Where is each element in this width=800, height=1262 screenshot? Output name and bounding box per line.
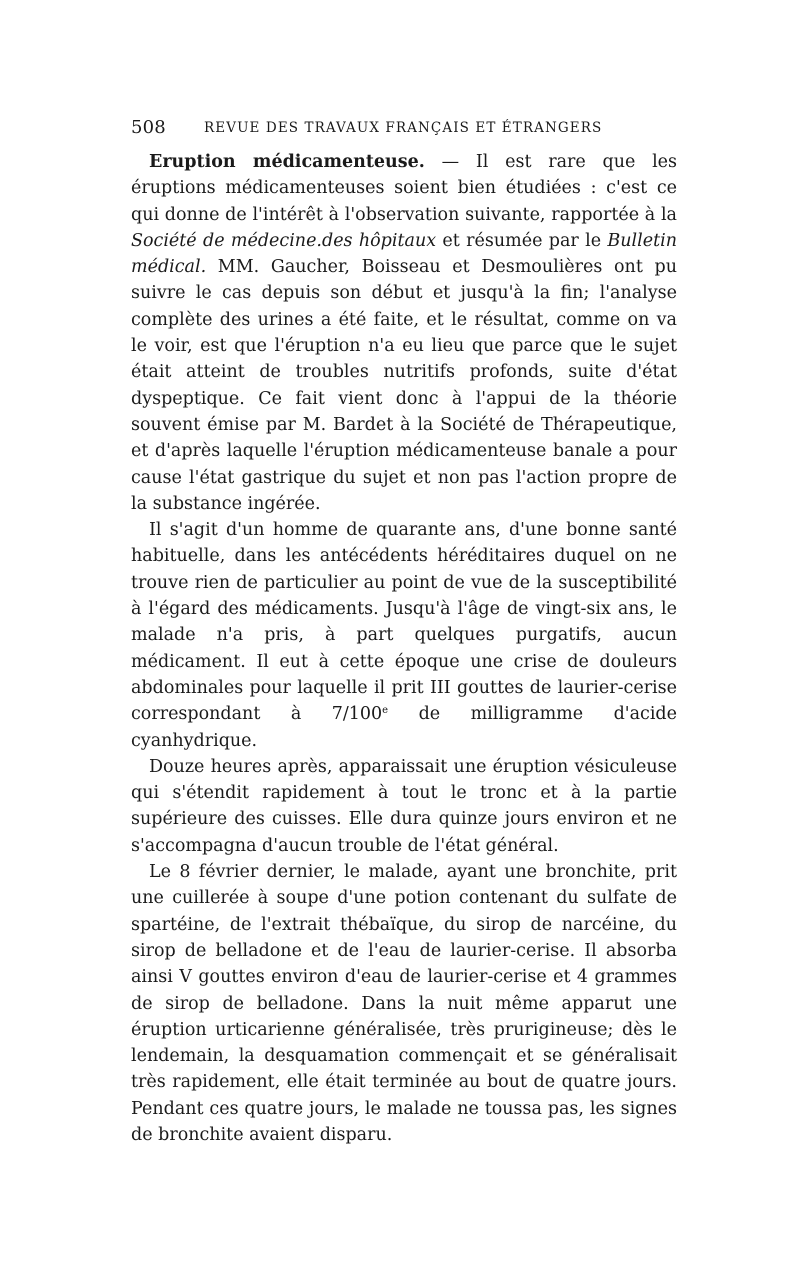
running-head — [131, 117, 681, 141]
paragraph-1-text-a: — Il est rare que les éruptions médicamenteuses soient bien étudiées : c'est ce qui donne de l'intérêt à l'observation suivante, rapportée à la — [131, 152, 677, 225]
paragraph-2 — [131, 517, 677, 754]
paragraph-3: Douze heures après, apparaissait une éruption vésiculeuse qui s'étendit rapidement à tout le tronc et à la partie supérieure des cuisses. Elle dura quinze jours environ et ne s'accompagna d'aucun trouble de l'état général. — [131, 756, 677, 856]
paragraph-2-text-b: de milligramme d'acide cyanhydrique. — [131, 704, 677, 751]
paragraph-1-text-b: et résumée par le — [436, 230, 608, 251]
paragraph-1-text-c: MM. Gaucher, Boisseau et Desmoulières ont pu suivre le cas depuis son début et jusqu'à la fin; l'analyse complète des urines a été faite, et le résultat, comme on va le voir, est que l'éruption n'a eu lieu que parce que le sujet était atteint de troubles nutritifs profonds, suite d'état dyspeptique. Ce fait vient donc à l'appui de la théorie souvent émise par M. Bardet à la Société de Thérapeutique, et d'après laquelle l'éruption médicamenteuse banale a pour cause l'état gastrique du sujet et non pas l'action propre de la substance ingérée. — [131, 257, 677, 514]
journal-name-bulletin: Bulletin médical. — [131, 230, 677, 278]
superscript: e — [382, 705, 389, 717]
paragraph-4: Le 8 février dernier, le malade, ayant une bronchite, prit une cuillerée à soupe d'une potion contenant du sulfate de spartéine, de l'extrait thébaïque, du sirop de narcéine, du sirop de belladone et de l'eau de laurier-cerise. Il absorba ainsi V gouttes environ d'eau de laurier-cerise et 4 grammes de sirop de belladone. Dans la nuit même apparut une éruption urticarienne généralisée, très prurigineuse; dès le lendemain, la desquamation commençait et se généralisait très rapidement, elle était terminée au bout de quatre jours. Pendant ces quatre jours, le malade ne toussa pas, les signes de bronchite avaient disparu. — [131, 862, 677, 1145]
journal-name-societe: Société de médecine.des hôpitaux — [131, 230, 437, 251]
article-body — [131, 149, 677, 1148]
paragraph-2-text-a: Il s'agit d'un homme de quarante ans, d'une bonne santé habituelle, dans les antécédents héréditaires duquel on ne trouve rien de particulier au point de vue de la susceptibilité à l'égard des médicaments. Jusqu'à l'âge de vingt-six ans, le malade n'a pris, à part quelques purgatifs, aucun médicament. Il eut à cette époque une crise de douleurs abdominales pour laquelle il prit III gouttes de laurier-cerise correspondant à 7/100 — [131, 520, 677, 725]
page-number: 508 — [131, 117, 166, 138]
paragraph-1 — [131, 149, 677, 517]
section-heading: Eruption médicamenteuse. — [149, 152, 425, 172]
running-title: REVUE DES TRAVAUX FRANÇAIS ET ÉTRANGERS — [204, 120, 603, 136]
